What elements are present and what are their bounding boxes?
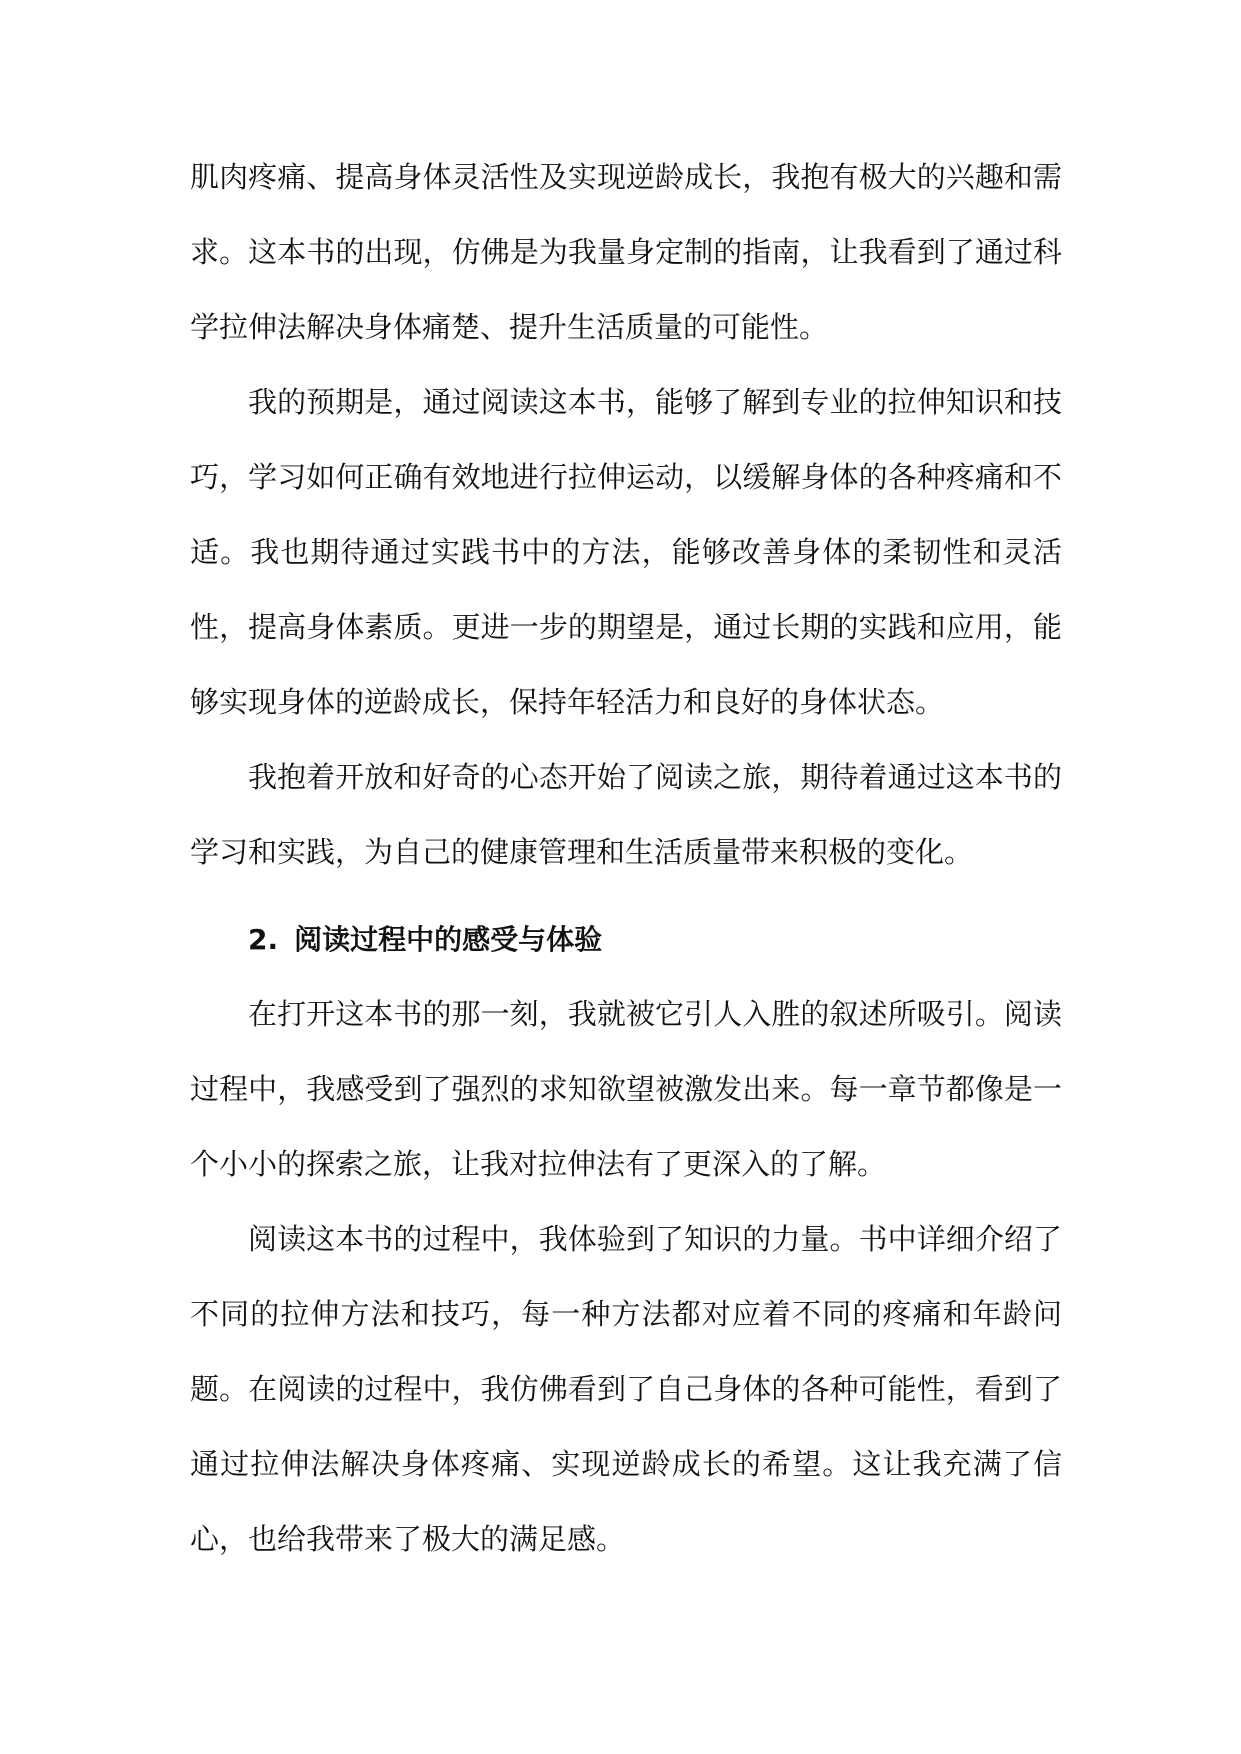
section-heading: [190, 902, 1062, 977]
section-title: 阅读过程中的感受与体验: [294, 923, 603, 956]
section-number: 2.: [248, 923, 279, 956]
paragraph-continuation: 肌肉疼痛、提高身体灵活性及实现逆龄成长，我抱有极大的兴趣和需求。这本书的出现，仿佛是为我量身定制的指南，让我看到了通过科学拉伸法解决身体痛楚、提升生活质量的可能性。: [190, 160, 1062, 344]
document-body: [190, 140, 1062, 1577]
paragraph-power-of-knowledge: 阅读这本书的过程中，我体验到了知识的力量。书中详细介绍了不同的拉伸方法和技巧，每一种方法都对应着不同的疼痛和年龄问题。在阅读的过程中，我仿佛看到了自己身体的各种可能性，看到了通过拉伸法解决身体疼痛、实现逆龄成长的希望。这让我充满了信心，也给我带来了极大的满足感。: [190, 1222, 1062, 1556]
paragraph-expectations: 我的预期是，通过阅读这本书，能够了解到专业的拉伸知识和技巧，学习如何正确有效地进行拉伸运动，以缓解身体的各种疼痛和不适。我也期待通过实践书中的方法，能够改善身体的柔韧性和灵活性，提高身体素质。更进一步的期望是，通过长期的实践和应用，能够实现身体的逆龄成长，保持年轻活力和良好的身体状态。: [190, 385, 1062, 719]
paragraph-open-mind: 我抱着开放和好奇的心态开始了阅读之旅，期待着通过这本书的学习和实践，为自己的健康管理和生活质量带来积极的变化。: [190, 760, 1062, 869]
paragraph-first-impression: 在打开这本书的那一刻，我就被它引人入胜的叙述所吸引。阅读过程中，我感受到了强烈的求知欲望被激发出来。每一章节都像是一个小小的探索之旅，让我对拉伸法有了更深入的了解。: [190, 997, 1062, 1181]
